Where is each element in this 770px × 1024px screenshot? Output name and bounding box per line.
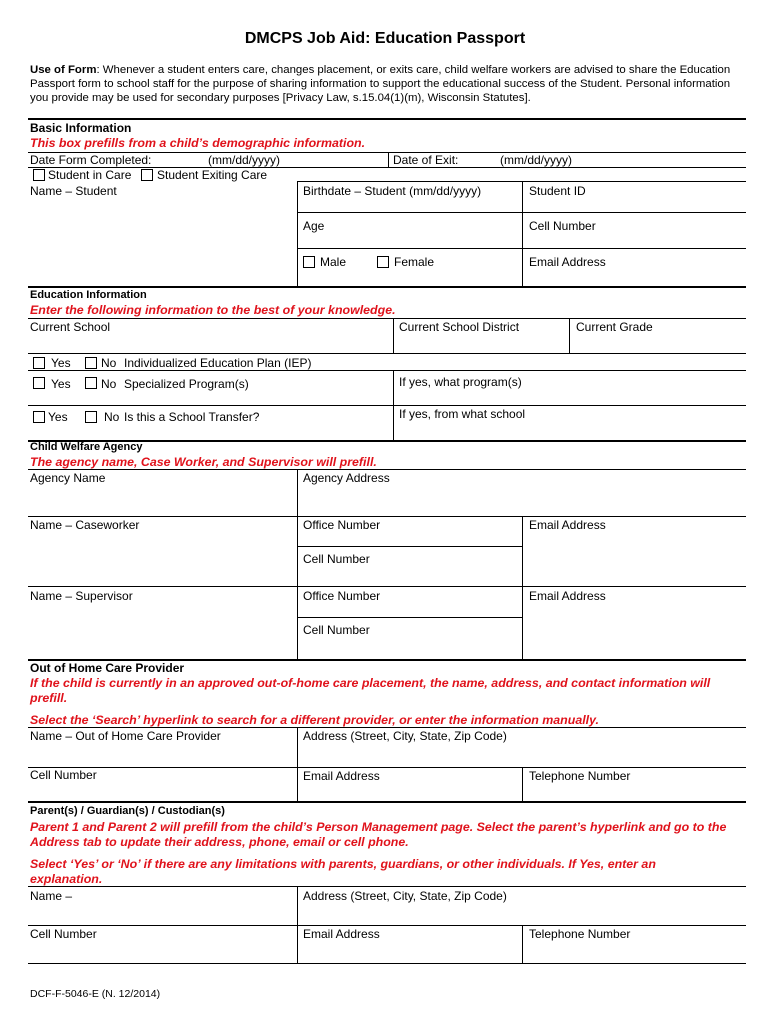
name-provider-label: Name – Out of Home Care Provider xyxy=(30,729,221,743)
ohc-note-search: Select the ‘Search’ hyperlink to search for a different provider, or enter the information manually. xyxy=(30,713,599,727)
female-label: Female xyxy=(394,255,435,269)
parent-cell-number-label: Cell Number xyxy=(30,927,97,941)
name-caseworker-label: Name – Caseworker xyxy=(30,518,140,532)
rule xyxy=(28,516,746,517)
rule xyxy=(297,248,746,249)
current-grade-label: Current Grade xyxy=(576,320,653,334)
agency-name-label: Agency Name xyxy=(30,471,106,485)
name-supervisor-label: Name – Supervisor xyxy=(30,589,133,603)
rule xyxy=(569,318,570,353)
male-checkbox[interactable] xyxy=(303,256,315,268)
age-label: Age xyxy=(303,219,325,233)
rule xyxy=(522,925,523,963)
student-exiting-care-label: Student Exiting Care xyxy=(157,168,268,182)
current-school-district-label: Current School District xyxy=(399,320,520,334)
current-school-label: Current School xyxy=(30,320,111,334)
parent-email-label: Email Address xyxy=(303,927,380,941)
provider-telephone-label: Telephone Number xyxy=(529,769,631,783)
rule xyxy=(393,318,394,353)
female-checkbox[interactable] xyxy=(377,256,389,268)
rule xyxy=(388,152,389,167)
iep-no-checkbox[interactable] xyxy=(85,357,97,369)
specialized-program-label: Specialized Program(s) xyxy=(124,377,249,391)
rule xyxy=(28,318,746,319)
male-label: Male xyxy=(320,255,347,269)
use-of-form-label: Use of Form xyxy=(30,64,97,76)
supervisor-email-label: Email Address xyxy=(529,589,606,603)
parents-heading: Parent(s) / Guardian(s) / Custodian(s) xyxy=(30,805,225,817)
caseworker-office-number-label: Office Number xyxy=(303,518,381,532)
caseworker-cell-number-label: Cell Number xyxy=(303,552,370,566)
rule xyxy=(28,801,746,803)
caseworker-email-label: Email Address xyxy=(529,518,606,532)
if-yes-program-label: If yes, what program(s) xyxy=(399,375,522,389)
ohc-note-prefill: If the child is currently in an approved out-of-home care placement, the name, address, and contact information will prefill. xyxy=(30,676,711,705)
specialized-yes-label: Yes xyxy=(51,377,71,391)
date-format-label: (mm/dd/yyyy) xyxy=(208,153,280,167)
rule xyxy=(28,370,746,371)
transfer-no-checkbox[interactable] xyxy=(85,411,97,423)
rule xyxy=(28,353,746,354)
specialized-no-checkbox[interactable] xyxy=(85,377,97,389)
agency-address-label: Agency Address xyxy=(303,471,390,485)
rule xyxy=(522,516,523,659)
supervisor-office-number-label: Office Number xyxy=(303,589,381,603)
rule xyxy=(28,963,746,964)
school-transfer-label: Is this a School Transfer? xyxy=(124,410,260,424)
education-note: Enter the following information to the best of your knowledge. xyxy=(30,303,396,317)
supervisor-cell-number-label: Cell Number xyxy=(303,623,370,637)
rule xyxy=(28,727,746,728)
use-of-form xyxy=(30,63,745,105)
transfer-no-label: No xyxy=(104,410,120,424)
provider-address-label: Address (Street, City, State, Zip Code) xyxy=(303,729,507,743)
parent-address-label: Address (Street, City, State, Zip Code) xyxy=(303,889,507,903)
rule xyxy=(297,181,298,286)
parents-note-prefill: Parent 1 and Parent 2 will prefill from the child’s Person Management page. Select the parent’s hyperlink and go to the Address tab to update their address, phone, email or cell phone. xyxy=(30,820,727,849)
basic-note: This box prefills from a child’s demographic information. xyxy=(30,136,366,150)
rule xyxy=(28,586,746,587)
iep-yes-checkbox[interactable] xyxy=(33,357,45,369)
rule xyxy=(522,181,523,286)
rule xyxy=(28,767,746,768)
rule xyxy=(297,546,522,547)
specialized-no-label: No xyxy=(101,377,117,391)
basic-top-rule xyxy=(28,118,746,120)
rule xyxy=(522,767,523,801)
if-yes-school-label: If yes, from what school xyxy=(399,407,526,421)
transfer-yes-label: Yes xyxy=(48,410,68,424)
ohc-heading: Out of Home Care Provider xyxy=(30,661,185,675)
education-heading: Education Information xyxy=(30,289,147,301)
transfer-yes-checkbox[interactable] xyxy=(33,411,45,423)
parents-note-limitations: Select ‘Yes’ or ‘No’ if there are any limitations with parents, guardians, or other individuals. If Yes, enter an explanation. xyxy=(30,857,656,886)
exit-date-format-label: (mm/dd/yyyy) xyxy=(500,153,572,167)
birthdate-student-label: Birthdate – Student (mm/dd/yyyy) xyxy=(303,184,482,198)
rule xyxy=(297,469,298,659)
agency-heading: Child Welfare Agency xyxy=(30,441,143,453)
student-in-care-checkbox[interactable] xyxy=(33,169,45,181)
provider-cell-number-label: Cell Number xyxy=(30,768,97,782)
student-exiting-care-checkbox[interactable] xyxy=(141,169,153,181)
email-address-label: Email Address xyxy=(529,255,606,269)
student-in-care-label: Student in Care xyxy=(48,168,132,182)
iep-no-label: No xyxy=(101,356,117,370)
form-number: DCF-F-5046-E (N. 12/2014) xyxy=(30,988,161,1000)
rule xyxy=(297,212,746,213)
page-title: DMCPS Job Aid: Education Passport xyxy=(244,30,526,47)
basic-heading: Basic Information xyxy=(30,121,132,135)
agency-note: The agency name, Case Worker, and Supervisor will prefill. xyxy=(30,455,377,469)
cell-number-label: Cell Number xyxy=(529,219,596,233)
provider-email-label: Email Address xyxy=(303,769,380,783)
rule xyxy=(28,469,746,470)
rule xyxy=(28,286,746,288)
iep-label: Individualized Education Plan (IEP) xyxy=(124,356,312,370)
rule xyxy=(28,925,746,926)
iep-yes-label: Yes xyxy=(51,356,71,370)
date-form-completed-label: Date Form Completed: xyxy=(30,153,152,167)
use-of-form-text: : Whenever a student enters care, changes placement, or exits care, child welfare workers are advised to share the Education Passport form to school staff for the purpose of sharing information to support the educational success of the Student. Personal information you provide may be used for secondary purposes [Privacy Law, s.15.04(1)(m), Wisconsin Statutes]. xyxy=(30,64,731,104)
specialized-yes-checkbox[interactable] xyxy=(33,377,45,389)
parent-telephone-label: Telephone Number xyxy=(529,927,631,941)
rule xyxy=(28,886,746,887)
rule xyxy=(28,167,746,168)
date-of-exit-label: Date of Exit: xyxy=(393,153,459,167)
parent-name-label: Name – xyxy=(30,889,73,903)
name-student-label: Name – Student xyxy=(30,184,117,198)
rule xyxy=(28,405,746,406)
rule xyxy=(297,617,522,618)
student-id-label: Student ID xyxy=(529,184,586,198)
rule xyxy=(297,727,298,801)
